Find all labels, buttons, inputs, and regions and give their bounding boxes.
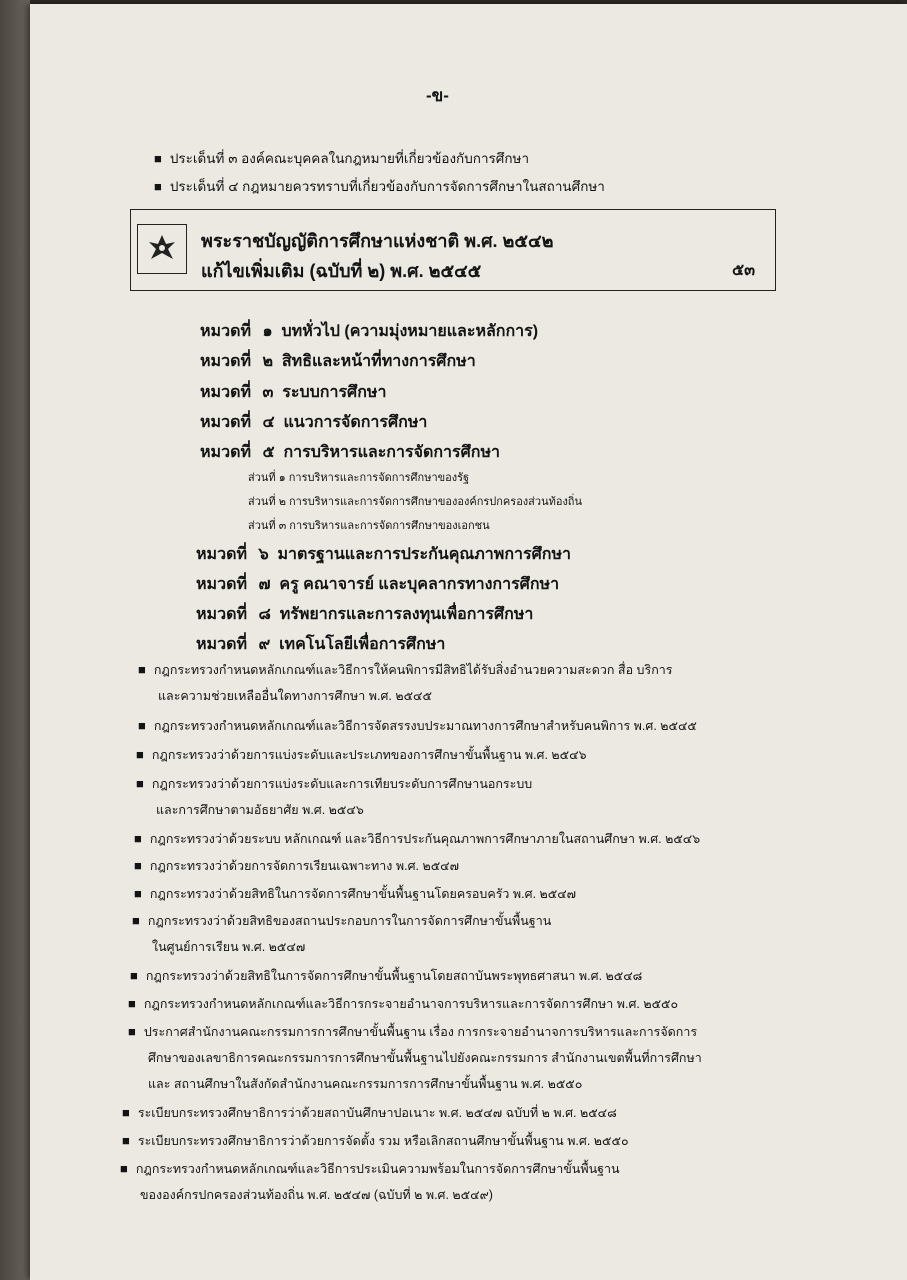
regulation-item-line2: และการศึกษาตามอัธยาศัย พ.ศ. ๒๕๔๖ bbox=[156, 803, 364, 817]
chapter-item: หมวดที่ ๘ ทรัพยากรและการลงทุนเพื่อการศึกษา bbox=[196, 606, 534, 623]
regulation-item: ■ กฎกระทรวงว่าด้วยสิทธิในการจัดการศึกษาขั้นพื้นฐานโดยสถาบันพระพุทธศาสนา พ.ศ. ๒๕๔๘ bbox=[130, 966, 642, 986]
garuda-emblem-icon bbox=[137, 224, 187, 274]
regulation-item: ■ กฎกระทรวงว่าด้วยการแบ่งระดับและการเทียบระดับการศึกษานอกระบบ bbox=[136, 774, 532, 794]
regulation-item: ■ กฎกระทรวงว่าด้วยการแบ่งระดับและประเภทของการศึกษาขั้นพื้นฐาน พ.ศ. ๒๕๔๖ bbox=[136, 745, 587, 765]
section-item: ส่วนที่ ๒ การบริหารและการจัดการศึกษาขององค์กรปกครองส่วนท้องถิ่น bbox=[248, 496, 582, 508]
act-title: พระราชบัญญัติการศึกษาแห่งชาติ พ.ศ. ๒๕๔๒ bbox=[201, 231, 554, 251]
regulation-item-line2: ศึกษาของเลขาธิการคณะกรรมการการศึกษาขั้นพื้นฐานไปยังคณะกรรมการ สำนักงานเขตพื้นที่การศึกษา bbox=[148, 1051, 702, 1065]
regulation-item: ■ กฎกระทรวงกำหนดหลักเกณฑ์และวิธีการจัดสรรงบประมาณทางการศึกษาสำหรับคนพิการ พ.ศ. ๒๕๔๕ bbox=[138, 716, 697, 736]
chapter-item: หมวดที่ ๕ การบริหารและการจัดการศึกษา bbox=[200, 444, 500, 461]
regulation-item: ■ กฎกระทรวงกำหนดหลักเกณฑ์และวิธีการประเมินความพร้อมในการจัดการศึกษาขั้นพื้นฐาน bbox=[120, 1159, 620, 1179]
chapter-item: หมวดที่ ๔ แนวการจัดการศึกษา bbox=[200, 414, 428, 431]
intro-item: ■ ประเด็นที่ ๔ กฎหมายควรทราบที่เกี่ยวข้องกับการจัดการศึกษาในสถานศึกษา bbox=[154, 175, 605, 197]
regulation-item: ■ ระเบียบกระทรวงศึกษาธิการว่าด้วยการจัดตั้ง รวม หรือเลิกสถานศึกษาขั้นพื้นฐาน พ.ศ. ๒๕๕๐ bbox=[122, 1131, 629, 1151]
section-item: ส่วนที่ ๓ การบริหารและการจัดการศึกษาของเอกชน bbox=[248, 520, 490, 532]
book-spine-edge bbox=[0, 0, 30, 1280]
chapter-item: หมวดที่ ๒ สิทธิและหน้าที่ทางการศึกษา bbox=[200, 353, 476, 370]
document-page bbox=[30, 4, 907, 1280]
chapter-item: หมวดที่ ๓ ระบบการศึกษา bbox=[200, 384, 387, 401]
regulation-item: ■ กฎกระทรวงว่าด้วยสิทธิของสถานประกอบการในการจัดการศึกษาขั้นพื้นฐาน bbox=[132, 911, 551, 931]
page-number-mark: -ข- bbox=[426, 86, 449, 105]
regulation-item: ■ กฎกระทรวงว่าด้วยสิทธิในการจัดการศึกษาขั้นพื้นฐานโดยครอบครัว พ.ศ. ๒๕๔๗ bbox=[134, 884, 576, 904]
chapter-item: หมวดที่ ๖ มาตรฐานและการประกันคุณภาพการศึกษา bbox=[196, 546, 571, 563]
regulation-item: ■ กฎกระทรวงว่าด้วยการจัดการเรียนเฉพาะทาง พ.ศ. ๒๕๔๗ bbox=[134, 856, 459, 876]
regulation-item: ■ กฎกระทรวงกำหนดหลักเกณฑ์และวิธีการกระจายอำนาจการบริหารและการจัดการศึกษา พ.ศ. ๒๕๕๐ bbox=[128, 994, 678, 1014]
regulation-item-line2: ขององค์กรปกครองส่วนท้องถิ่น พ.ศ. ๒๕๔๗ (ฉบับที่ ๒ พ.ศ. ๒๕๔๙) bbox=[140, 1188, 493, 1202]
regulation-item: ■ กฎกระทรวงกำหนดหลักเกณฑ์และวิธีการให้คนพิการมีสิทธิได้รับสิ่งอำนวยความสะดวก สื่อ บริการ bbox=[138, 660, 673, 680]
regulation-item: ■ กฎกระทรวงว่าด้วยระบบ หลักเกณฑ์ และวิธีการประกันคุณภาพการศึกษาภายในสถานศึกษา พ.ศ. ๒๕๔๖ bbox=[134, 829, 700, 849]
regulation-item-line3: และ สถานศึกษาในสังกัดสำนักงานคณะกรรมการการศึกษาขั้นพื้นฐาน พ.ศ. ๒๕๕๐ bbox=[148, 1077, 583, 1091]
act-page-number: ๕๓ bbox=[731, 262, 755, 279]
chapter-item: หมวดที่ ๑ บทหั่วไป (ความมุ่งหมายและหลักการ) bbox=[200, 323, 539, 340]
regulation-item-line2: ในศูนย์การเรียน พ.ศ. ๒๕๔๗ bbox=[152, 940, 306, 954]
act-subtitle: แก้ไขเพิ่มเติม (ฉบับที่ ๒) พ.ศ. ๒๕๔๕ bbox=[201, 261, 482, 281]
regulation-item: ■ ระเบียบกระทรวงศึกษาธิการว่าด้วยสถาบันศึกษาปอเนาะ พ.ศ. ๒๕๔๗ ฉบับที่ ๒ พ.ศ. ๒๕๔๘ bbox=[122, 1103, 617, 1123]
act-heading-box bbox=[130, 209, 776, 291]
regulation-item: ■ ประกาศสำนักงานคณะกรรมการการศึกษาขั้นพื้นฐาน เรื่อง การกระจายอำนาจการบริหารและการจัดการ bbox=[128, 1022, 697, 1042]
intro-item: ■ ประเด็นที่ ๓ องค์คณะบุคคลในกฎหมายที่เกี่ยวข้องกับการศึกษา bbox=[154, 147, 529, 169]
section-item: ส่วนที่ ๑ การบริหารและการจัดการศึกษาของรัฐ bbox=[248, 472, 470, 484]
regulation-item-line2: และความช่วยเหลืออื่นใดทางการศึกษา พ.ศ. ๒๕๔๕ bbox=[158, 689, 432, 703]
chapter-item: หมวดที่ ๗ ครู คณาจารย์ และบุคลากรทางการศึกษา bbox=[196, 576, 560, 593]
chapter-item: หมวดที่ ๙ เทคโนโลยีเพื่อการศึกษา bbox=[196, 636, 446, 653]
